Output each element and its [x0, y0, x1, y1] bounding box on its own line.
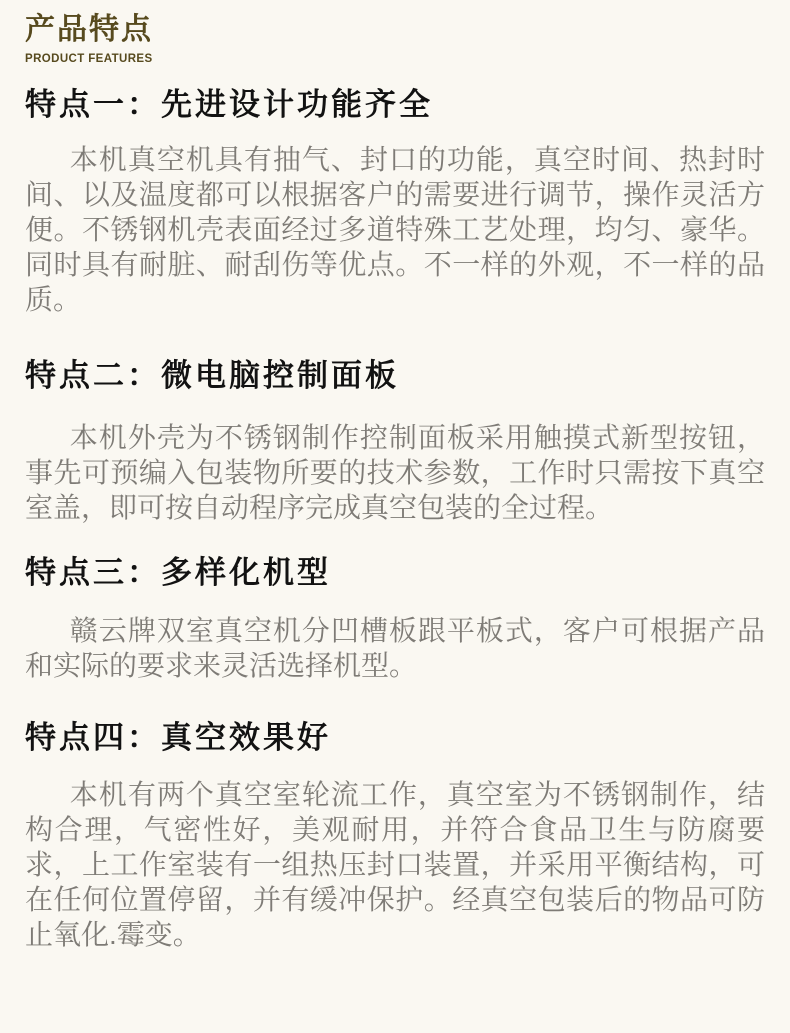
- feature-2-body: 本机外壳为不锈钢制作控制面板采用触摸式新型按钮，事先可预编入包装物所要的技术参数，工作时只需按下真空室盖，即可按自动程序完成真空包装的全过程。: [25, 422, 765, 523]
- feature-2-heading: 特点二：微电脑控制面板: [25, 358, 399, 393]
- feature-1-heading: 特点一：先进设计功能齐全: [25, 87, 433, 122]
- feature-section-2: [25, 358, 765, 525]
- feature-4-heading: 特点四：真空效果好: [25, 720, 331, 755]
- page-header: [25, 8, 765, 65]
- feature-section-1: [25, 87, 765, 317]
- feature-3-heading: 特点三：多样化机型: [25, 555, 331, 590]
- feature-section-4: [25, 720, 765, 952]
- page-subtitle: PRODUCT FEATURES: [25, 53, 153, 65]
- page-title: 产品特点: [25, 13, 153, 46]
- feature-4-body: 本机有两个真空室轮流工作，真空室为不锈钢制作，结构合理，气密性好，美观耐用，并符合食品卫生与防腐要求，上工作室装有一组热压封口装置，并采用平衡结构，可在任何位置停留，并有缓冲保护。经真空包装后的物品可防止氧化.霉变。: [25, 779, 765, 950]
- feature-section-3: [25, 555, 765, 683]
- feature-1-body: 本机真空机具有抽气、封口的功能，真空时间、热封时间、以及温度都可以根据客户的需要进行调节，操作灵活方便。不锈钢机壳表面经过多道特殊工艺处理，均匀、豪华。同时具有耐脏、耐刮伤等优点。不一样的外观，不一样的品质。: [25, 144, 765, 315]
- feature-3-body: 赣云牌双室真空机分凹槽板跟平板式，客户可根据产品和实际的要求来灵活选择机型。: [25, 615, 765, 681]
